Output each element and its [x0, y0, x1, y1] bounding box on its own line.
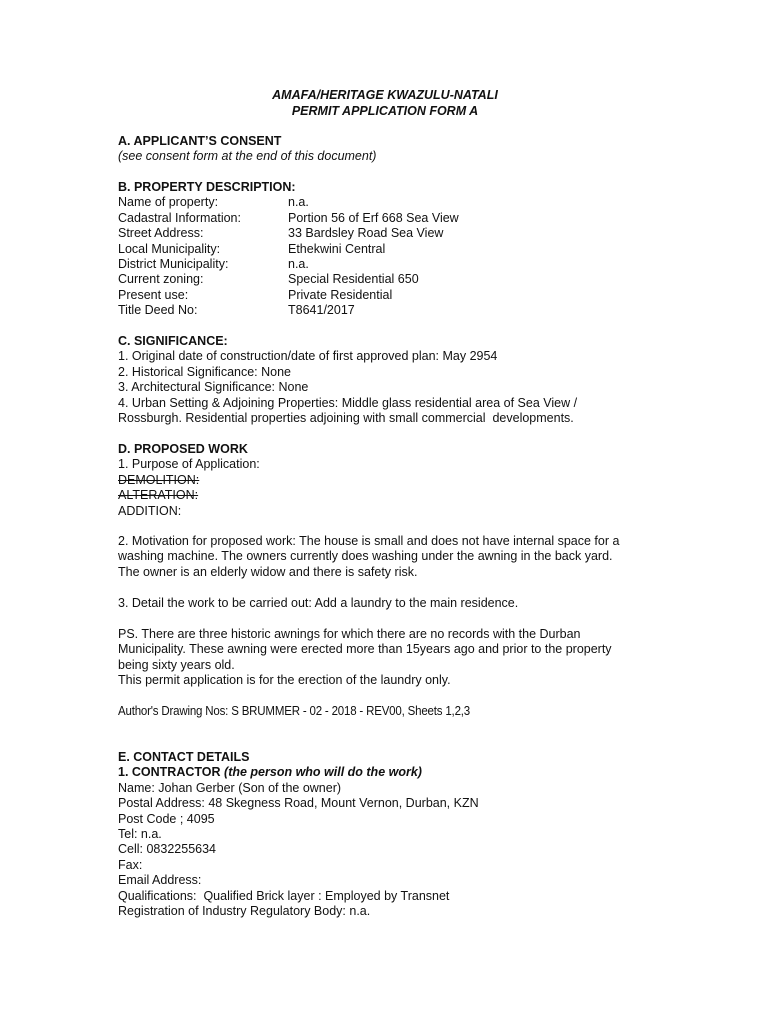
property-row	[118, 272, 678, 287]
contact-tel: Tel: n.a.	[118, 827, 162, 842]
section-a-note: (see consent form at the end of this document)	[118, 149, 377, 164]
contact-name: Name: Johan Gerber (Son of the owner)	[118, 780, 342, 795]
contact-registration: Registration of Industry Regulatory Body: n.a.	[118, 904, 371, 919]
property-row	[118, 257, 678, 272]
significance-item: 4. Urban Setting & Adjoining Properties: Middle glass residential area of Sea View /	[118, 395, 578, 410]
property-label: Cadastral Information:	[118, 210, 241, 225]
property-label: Name of property:	[118, 195, 219, 210]
ps-paragraph	[118, 627, 678, 689]
property-value: Portion 56 of Erf 668 Sea View	[288, 210, 459, 225]
contact-email: Email Address:	[118, 873, 202, 888]
property-label: Present use:	[118, 287, 189, 302]
property-row	[118, 211, 678, 226]
contractor-heading: 1. CONTRACTOR	[118, 765, 225, 780]
significance-item: 2. Historical Significance: None	[118, 364, 291, 379]
significance-item: 1. Original date of construction/date of first approved plan: May 2954	[118, 349, 498, 364]
property-value: Private Residential	[288, 287, 393, 302]
alteration-option: ALTERATION:	[118, 488, 199, 503]
property-label: Title Deed No:	[118, 303, 198, 318]
ps-line: Municipality. These awning were erected more than 15years ago and prior to the property	[118, 642, 612, 657]
contact-fax: Fax:	[118, 857, 143, 872]
property-row	[118, 195, 678, 210]
motivation-line: washing machine. The owners currently does washing under the awning in the back yard.	[118, 549, 613, 564]
significance-item-continued: Rossburgh. Residential properties adjoining with small commercial developments.	[118, 411, 574, 426]
section-b-heading: B. PROPERTY DESCRIPTION:	[118, 180, 296, 194]
detail-line: 3. Detail the work to be carried out: Add a laundry to the main residence.	[118, 596, 519, 610]
property-value: Special Residential 650	[288, 272, 419, 287]
form-title-line1: AMAFA/HERITAGE KWAZULU-NATALI	[272, 88, 498, 102]
property-label: Current zoning:	[118, 272, 204, 287]
section-c	[118, 334, 678, 426]
detail-paragraph	[118, 596, 678, 611]
motivation-line: 2. Motivation for proposed work: The house is small and does not have internal space for a	[118, 534, 620, 548]
property-value: T8641/2017	[288, 303, 355, 318]
property-value: 33 Bardsley Road Sea View	[288, 226, 444, 241]
property-label: Street Address:	[118, 226, 204, 241]
form-title-line2: PERMIT APPLICATION FORM A	[291, 104, 479, 118]
property-value: Ethekwini Central	[288, 241, 386, 256]
property-value: n.a.	[288, 195, 309, 210]
property-value: n.a.	[288, 257, 309, 272]
property-label: District Municipality:	[118, 257, 229, 272]
contact-post-code: Post Code ; 4095	[118, 811, 215, 826]
motivation-line: The owner is an elderly widow and there is safety risk.	[118, 564, 418, 579]
section-d	[118, 442, 678, 519]
demolition-option: DEMOLITION:	[118, 472, 200, 487]
section-b	[118, 180, 678, 319]
section-a-heading: A. APPLICANT’S CONSENT	[118, 134, 282, 148]
ps-line: PS. There are three historic awnings for which there are no records with the Durban	[118, 627, 581, 641]
section-e-heading: E. CONTACT DETAILS	[118, 750, 250, 764]
contact-postal-address: Postal Address: 48 Skegness Road, Mount Vernon, Durban, KZN	[118, 796, 479, 811]
contractor-note: (the person who will do the work)	[224, 765, 422, 780]
motivation-paragraph	[118, 534, 678, 580]
addition-option: ADDITION:	[118, 503, 182, 518]
section-a	[118, 134, 678, 165]
property-row	[118, 242, 678, 257]
property-label: Local Municipality:	[118, 241, 221, 256]
ps-line: This permit application is for the erection of the laundry only.	[118, 673, 451, 688]
contractor-heading-line	[118, 765, 678, 780]
drawing-nos-paragraph	[118, 704, 678, 719]
contact-cell: Cell: 0832255634	[118, 842, 216, 857]
section-e	[118, 750, 678, 919]
section-d-heading: D. PROPOSED WORK	[118, 442, 248, 456]
drawing-nos: Author's Drawing Nos: S BRUMMER - 02 - 2018 - REV00, Sheets 1,2,3	[118, 704, 471, 718]
property-row	[118, 303, 678, 318]
purpose-label: 1. Purpose of Application:	[118, 457, 260, 472]
ps-line: being sixty years old.	[118, 657, 235, 672]
section-c-heading: C. SIGNIFICANCE:	[118, 334, 228, 348]
significance-item: 3. Architectural Significance: None	[118, 380, 309, 395]
property-row	[118, 288, 678, 303]
property-row	[118, 226, 678, 241]
contact-qualifications: Qualifications: Qualified Brick layer : Employed by Transnet	[118, 888, 450, 903]
